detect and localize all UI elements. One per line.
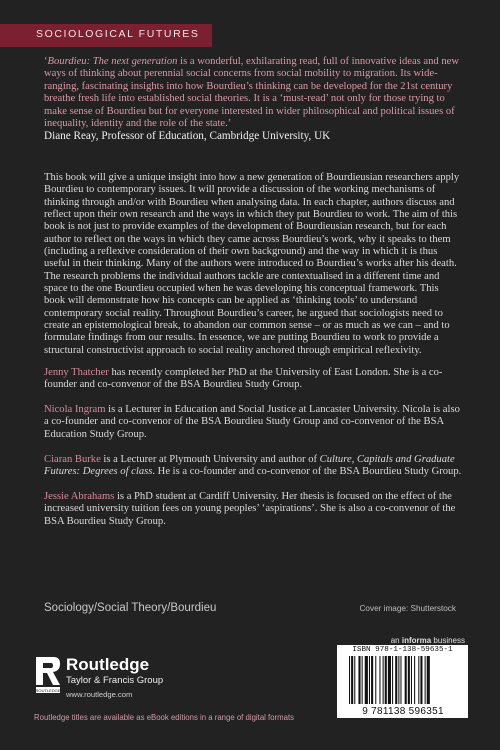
author-bio [44, 367, 462, 392]
author-book-title: Culture, Capitals and Graduate Futures: Degrees of class [44, 454, 455, 478]
routledge-logo-icon [34, 655, 62, 695]
author-name: Ciaran Burke [44, 454, 101, 465]
author-bio-text-2: . He is a co-founder and co-convenor of the BSA Bourdieu Study Group. [152, 466, 462, 478]
quote-text: is a wonderful, exhilarating read, full of innovative ideas and new ways of thinking about perennial social concerns from social mobility to migration. Its wide-ranging, fascinating insights into how Bourdieu’s thinking can be developed for the 21st century breathe fresh life into established social theories. It is a ‘must-read’ not only for those trying to make sense of Bourdieu but for everyone interested in wider philosophical and political issues of inequality, identity and the role of the state.’ [44, 56, 460, 130]
svg-text:ROUTLEDGE: ROUTLEDGE [35, 688, 61, 693]
author-bio [44, 404, 462, 441]
book-description: This book will give a unique insight into how a new generation of Bourdieusian researchers apply Bourdieu to contemporary issues. It will provide a discussion of the working mechanisms of thinking through and/or with Bourdieu when analysing data. In each chapter, authors discuss and reflect upon their own research and the ways in which they put Bourdieu to work. The aim of this book is not just to provide examples of the development of Bourdieusian research, but for each author to reflect on the ways in which they came across Bourdieu’s work, why it speaks to them (including a reflexive consideration of their own background) and the way in which it is thus useful in their thinking. Many of the authors were introduced to Bourdieu’s works after his death. The research problems the individual authors tackle are contextualised in a different time and space to the one Bourdieu occupied when he was developing his conceptual framework. This book will demonstrate how his concepts can be applied as ‘thinking tools’ to understand contemporary social reality. Throughout Bourdieu’s career, he argued that sociologists need to create an epistemological break, to abandon our common sense – or as much as we can – and to formulate findings from our results. In essence, we are putting Bourdieu to work to provide a structural constructivist approach to social reality anchored through empirical reflexivity. [44, 172, 460, 356]
author-bio-text: is a Lecturer at Plymouth University and author of [100, 454, 320, 465]
author-bio-text: has recently completed her PhD at the University of East London. She is a co-founder and co-convenor of the BSA Bourdieu Study Group. [44, 367, 443, 391]
quote-open-mark: ‘ [44, 56, 48, 67]
endorsement-quote [44, 56, 464, 130]
ebook-availability-note: Routledge titles are available as eBook editions in a range of digital formats [34, 713, 295, 722]
author-bio-text: is a Lecturer in Education and Social Justice at Lancaster University. Nicola is also a co-founder and co-convenor of the BSA Bourdieu Study Group and co-convenor of the BSA Education Study Group. [44, 404, 460, 440]
author-bio [44, 454, 462, 479]
informa-business-line: an informa business [390, 636, 465, 645]
author-bio-text: is a PhD student at Cardiff University. Her thesis is focused on the effect of the increased university tuition fees on young peoples’ ‘aspirations’. She is also a co-convenor of the BSA Bourdieu Study Group. [44, 491, 456, 527]
author-bio [44, 491, 462, 528]
isbn-label: ISBN 978-1-138-59635-1 [352, 646, 453, 654]
subject-category: Sociology/Social Theory/Bourdieu [44, 602, 217, 614]
barcode-digits: 9 781138 596351 [362, 706, 444, 717]
informa-brand: informa [401, 636, 432, 645]
publisher-url: www.routledge.com [66, 690, 133, 699]
quote-author: Diane Reay, Professor of Education, Cambridge University, UK [44, 130, 331, 142]
quote-book-title: Bourdieu: The next generation [47, 56, 178, 67]
author-name: Nicola Ingram [44, 404, 106, 415]
author-name: Jessie Abrahams [44, 491, 115, 502]
barcode-image [349, 656, 457, 704]
series-title: SOCIOLOGICAL FUTURES [36, 28, 200, 40]
publisher-group: Taylor & Francis Group [66, 675, 164, 686]
author-name: Jenny Thatcher [44, 367, 109, 378]
publisher-name: Routledge [66, 655, 150, 674]
cover-image-credit: Cover image: Shutterstock [359, 604, 456, 613]
